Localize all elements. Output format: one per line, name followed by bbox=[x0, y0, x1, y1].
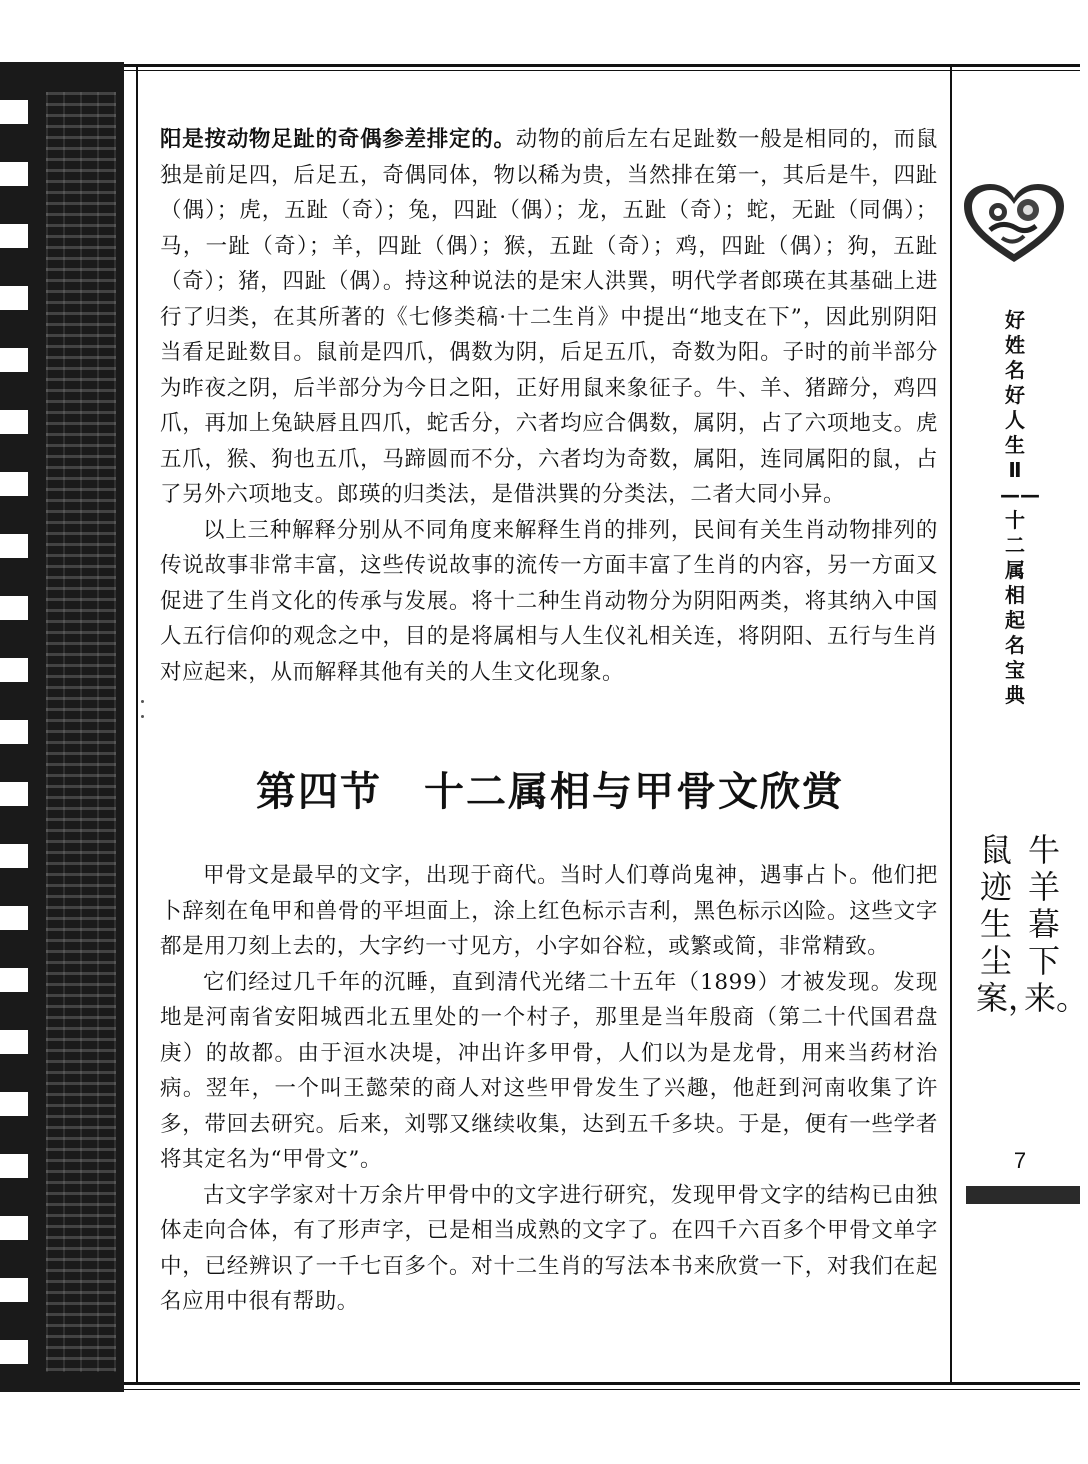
page-number: 7 bbox=[1013, 1148, 1027, 1173]
paragraph-1 bbox=[160, 122, 938, 513]
scan-speck bbox=[141, 700, 144, 703]
paragraph-5: 古文字学家对十万余片甲骨中的文字进行研究，发现甲骨文字的结构已由独体走向合体，有了形声字，已是相当成熟的文字了。在四千六百多个甲骨文单字中，已经辨识了一千七百多个。对十二生肖的写法本书来欣赏一下，对我们在起名应用中很有帮助。 bbox=[160, 1182, 938, 1314]
heart-emblem-icon bbox=[962, 182, 1066, 264]
paragraph-3: 甲骨文是最早的文字，出现于商代。当时人们尊尚鬼神，遇事占卜。他们把卜辞刻在龟甲和兽骨的平坦面上，涂上红色标示吉利，黑色标示凶险。这些文字都是用刀刻上去的，大字约一寸见方，小字如谷粒，或繁或简，非常精致。 bbox=[160, 863, 938, 959]
page-number-bar bbox=[966, 1186, 1080, 1204]
top-rule bbox=[124, 64, 1080, 67]
main-left-border bbox=[136, 66, 138, 1382]
text-block-upper bbox=[160, 122, 938, 690]
poem-line-1: 牛羊暮下来。 bbox=[1024, 831, 1088, 1017]
paragraph-2: 以上三种解释分别从不同角度来解释生肖的排列，民间有关生肖动物排列的传说故事非常丰富，这些传说故事的流传一方面丰富了生肖的内容，另一方面又促进了生肖文化的传承与发展。将十二种生肖动物分为阴阳两类，将其纳入中国人五行信仰的观念之中，目的是将属相与人生仪礼相关连，将阴阳、五行与生肖对应起来，从而解释其他有关的人生文化现象。 bbox=[160, 517, 938, 685]
paragraph-1-text: 动物的前后左右足趾数一般是相同的，而鼠独是前足四，后足五，奇偶同体，物以稀为贵，当然排在第一，其后是牛，四趾（偶）；虎，五趾（奇）；兔，四趾（偶）；龙，五趾（奇）；蛇，无趾（同偶）；马，一趾（奇）；羊，四趾（偶）；猴，五趾（奇）；鸡，四趾（偶）；狗，五趾（奇）；猪，四趾（偶）。持这种说法的是宋人洪巽，明代学者郎瑛在其基础上进行了归类，在其所著的《七修类稿·十二生肖》中提出“地支在下”，因此别阴阳当看足趾数目。鼠前是四爪，偶数为阴，后足五爪，奇数为阳。子时的前半部分为昨夜之阴，后半部分为今日之阳，正好用鼠来象征子。牛、羊、猪蹄分，鸡四爪，再加上兔缺唇且四爪，蛇舌分，六者均应合偶数，属阴，占了六项地支。虎五爪，猴、狗也五爪，马蹄圆而不分，六者均为奇数，属阳，连同属阳的鼠，占了另外六项地支。郎瑛的归类法，是借洪巽的分类法，二者大同小异。 bbox=[160, 127, 938, 507]
strip-perforations bbox=[0, 62, 28, 1392]
main-right-border bbox=[950, 66, 952, 1382]
text-block-lower bbox=[160, 858, 938, 1320]
section-title: 第四节 十二属相与甲骨文欣赏 bbox=[256, 769, 844, 815]
bottom-rule bbox=[124, 1382, 1080, 1385]
paragraph-1-bold-lead: 阳是按动物足趾的奇偶参差排定的。 bbox=[160, 127, 516, 152]
bottom-rule-thin bbox=[124, 1389, 1080, 1390]
book-title-vertical: 好姓名好人生Ⅱ——十二属相起名宝典 bbox=[1000, 308, 1040, 707]
poem-line-2: 鼠迹生尘案， bbox=[976, 831, 1041, 1017]
scan-speck bbox=[141, 715, 144, 718]
top-rule-thin bbox=[124, 70, 1080, 71]
decorative-film-strip bbox=[0, 62, 124, 1392]
strip-calligraphy-pattern bbox=[46, 92, 116, 1372]
paragraph-4: 它们经过几千年的沉睡，直到清代光绪二十五年（1899）才被发现。发现地是河南省安阳城西北五里处的一个村子，那里是当年殷商（第二十代国君盘庚）的故都。由于洹水决堤，冲出许多甲骨，人们以为是龙骨，用来当药材治病。翌年，一个叫王懿荣的商人对这些甲骨发生了兴趣，他赶到河南收集了许多，带回去研究。后来，刘鄂又继续收集，达到五千多块。于是，便有一些学者将其定名为“甲骨文”。 bbox=[160, 969, 938, 1172]
